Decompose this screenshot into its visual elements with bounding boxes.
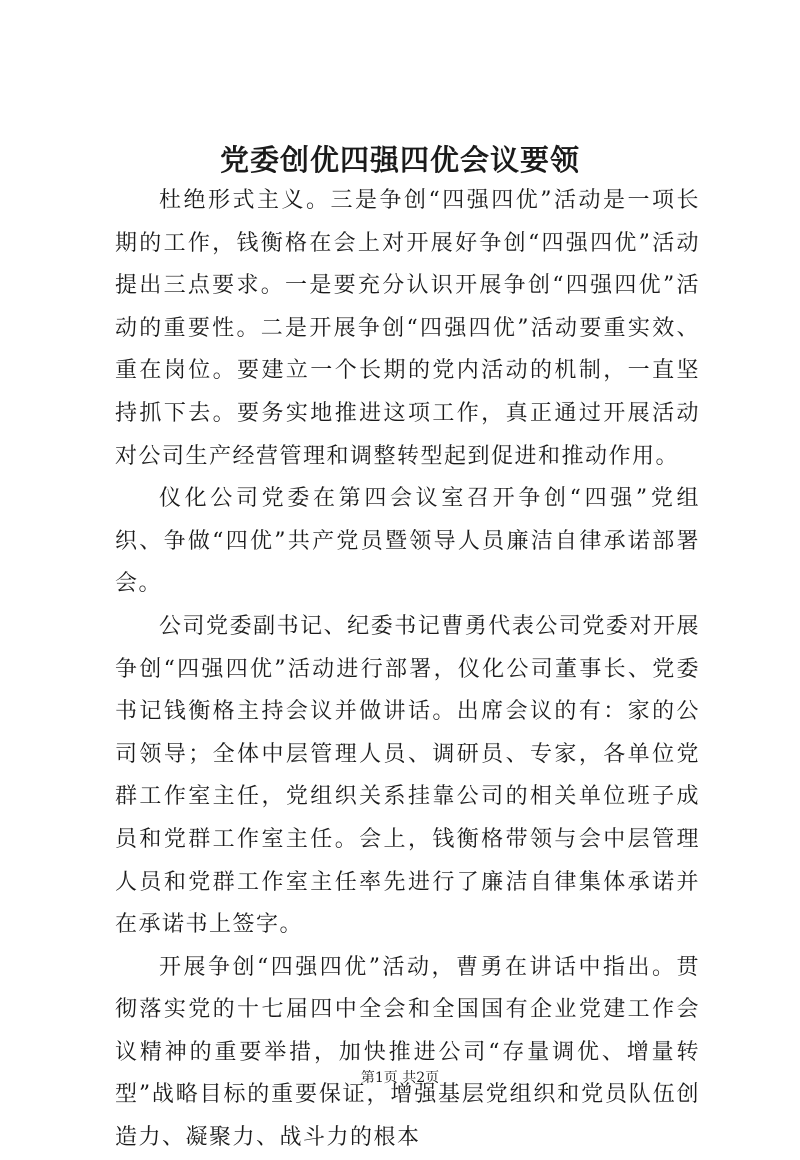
page-footer: 第1页 共2页 xyxy=(360,1070,440,1086)
document-title: 党委创优四强四优会议要领 xyxy=(219,143,580,177)
paragraph: 仪化公司党委在第四会议室召开争创“四强”党组织、争做“四优”共产党员暨领导人员廉洁自律承诺部署会。 xyxy=(115,486,700,597)
paragraph: 公司党委副书记、纪委书记曹勇代表公司党委对开展争创“四强四优”活动进行部署，仪化公司董事长、党委书记钱衡格主持会议并做讲话。出席会议的有：家的公司领导；全体中层管理人员、调研员、专家，各单位党群工作室主任，党组织关系挂靠公司的相关单位班子成员和党群工作室主任。会上，钱衡格带领与会中层管理人员和党群工作室主任率先进行了廉洁自律集体承诺并在承诺书上签字。 xyxy=(115,613,700,938)
document-body xyxy=(115,180,700,1160)
paragraph: 杜绝形式主义。三是争创“四强四优”活动是一项长期的工作，钱衡格在会上对开展好争创“四强四优”活动提出三点要求。一是要充分认识开展争创“四强四优”活动的重要性。二是开展争创“四强四优”活动要重实效、重在岗位。要建立一个长期的党内活动的机制，一直坚持抓下去。要务实地推进这项工作，真正通过开展活动对公司生产经营管理和调整转型起到促进和推动作用。 xyxy=(115,188,700,469)
paragraph: 开展争创“四强四优”活动，曹勇在讲话中指出。贯彻落实党的十七届四中全会和全国国有企业党建工作会议精神的重要举措，加快推进公司“存量调优、增量转型”战略目标的重要保证，增强基层党组织和党员队伍创造力、凝聚力、战斗力的根本 xyxy=(115,954,700,1151)
